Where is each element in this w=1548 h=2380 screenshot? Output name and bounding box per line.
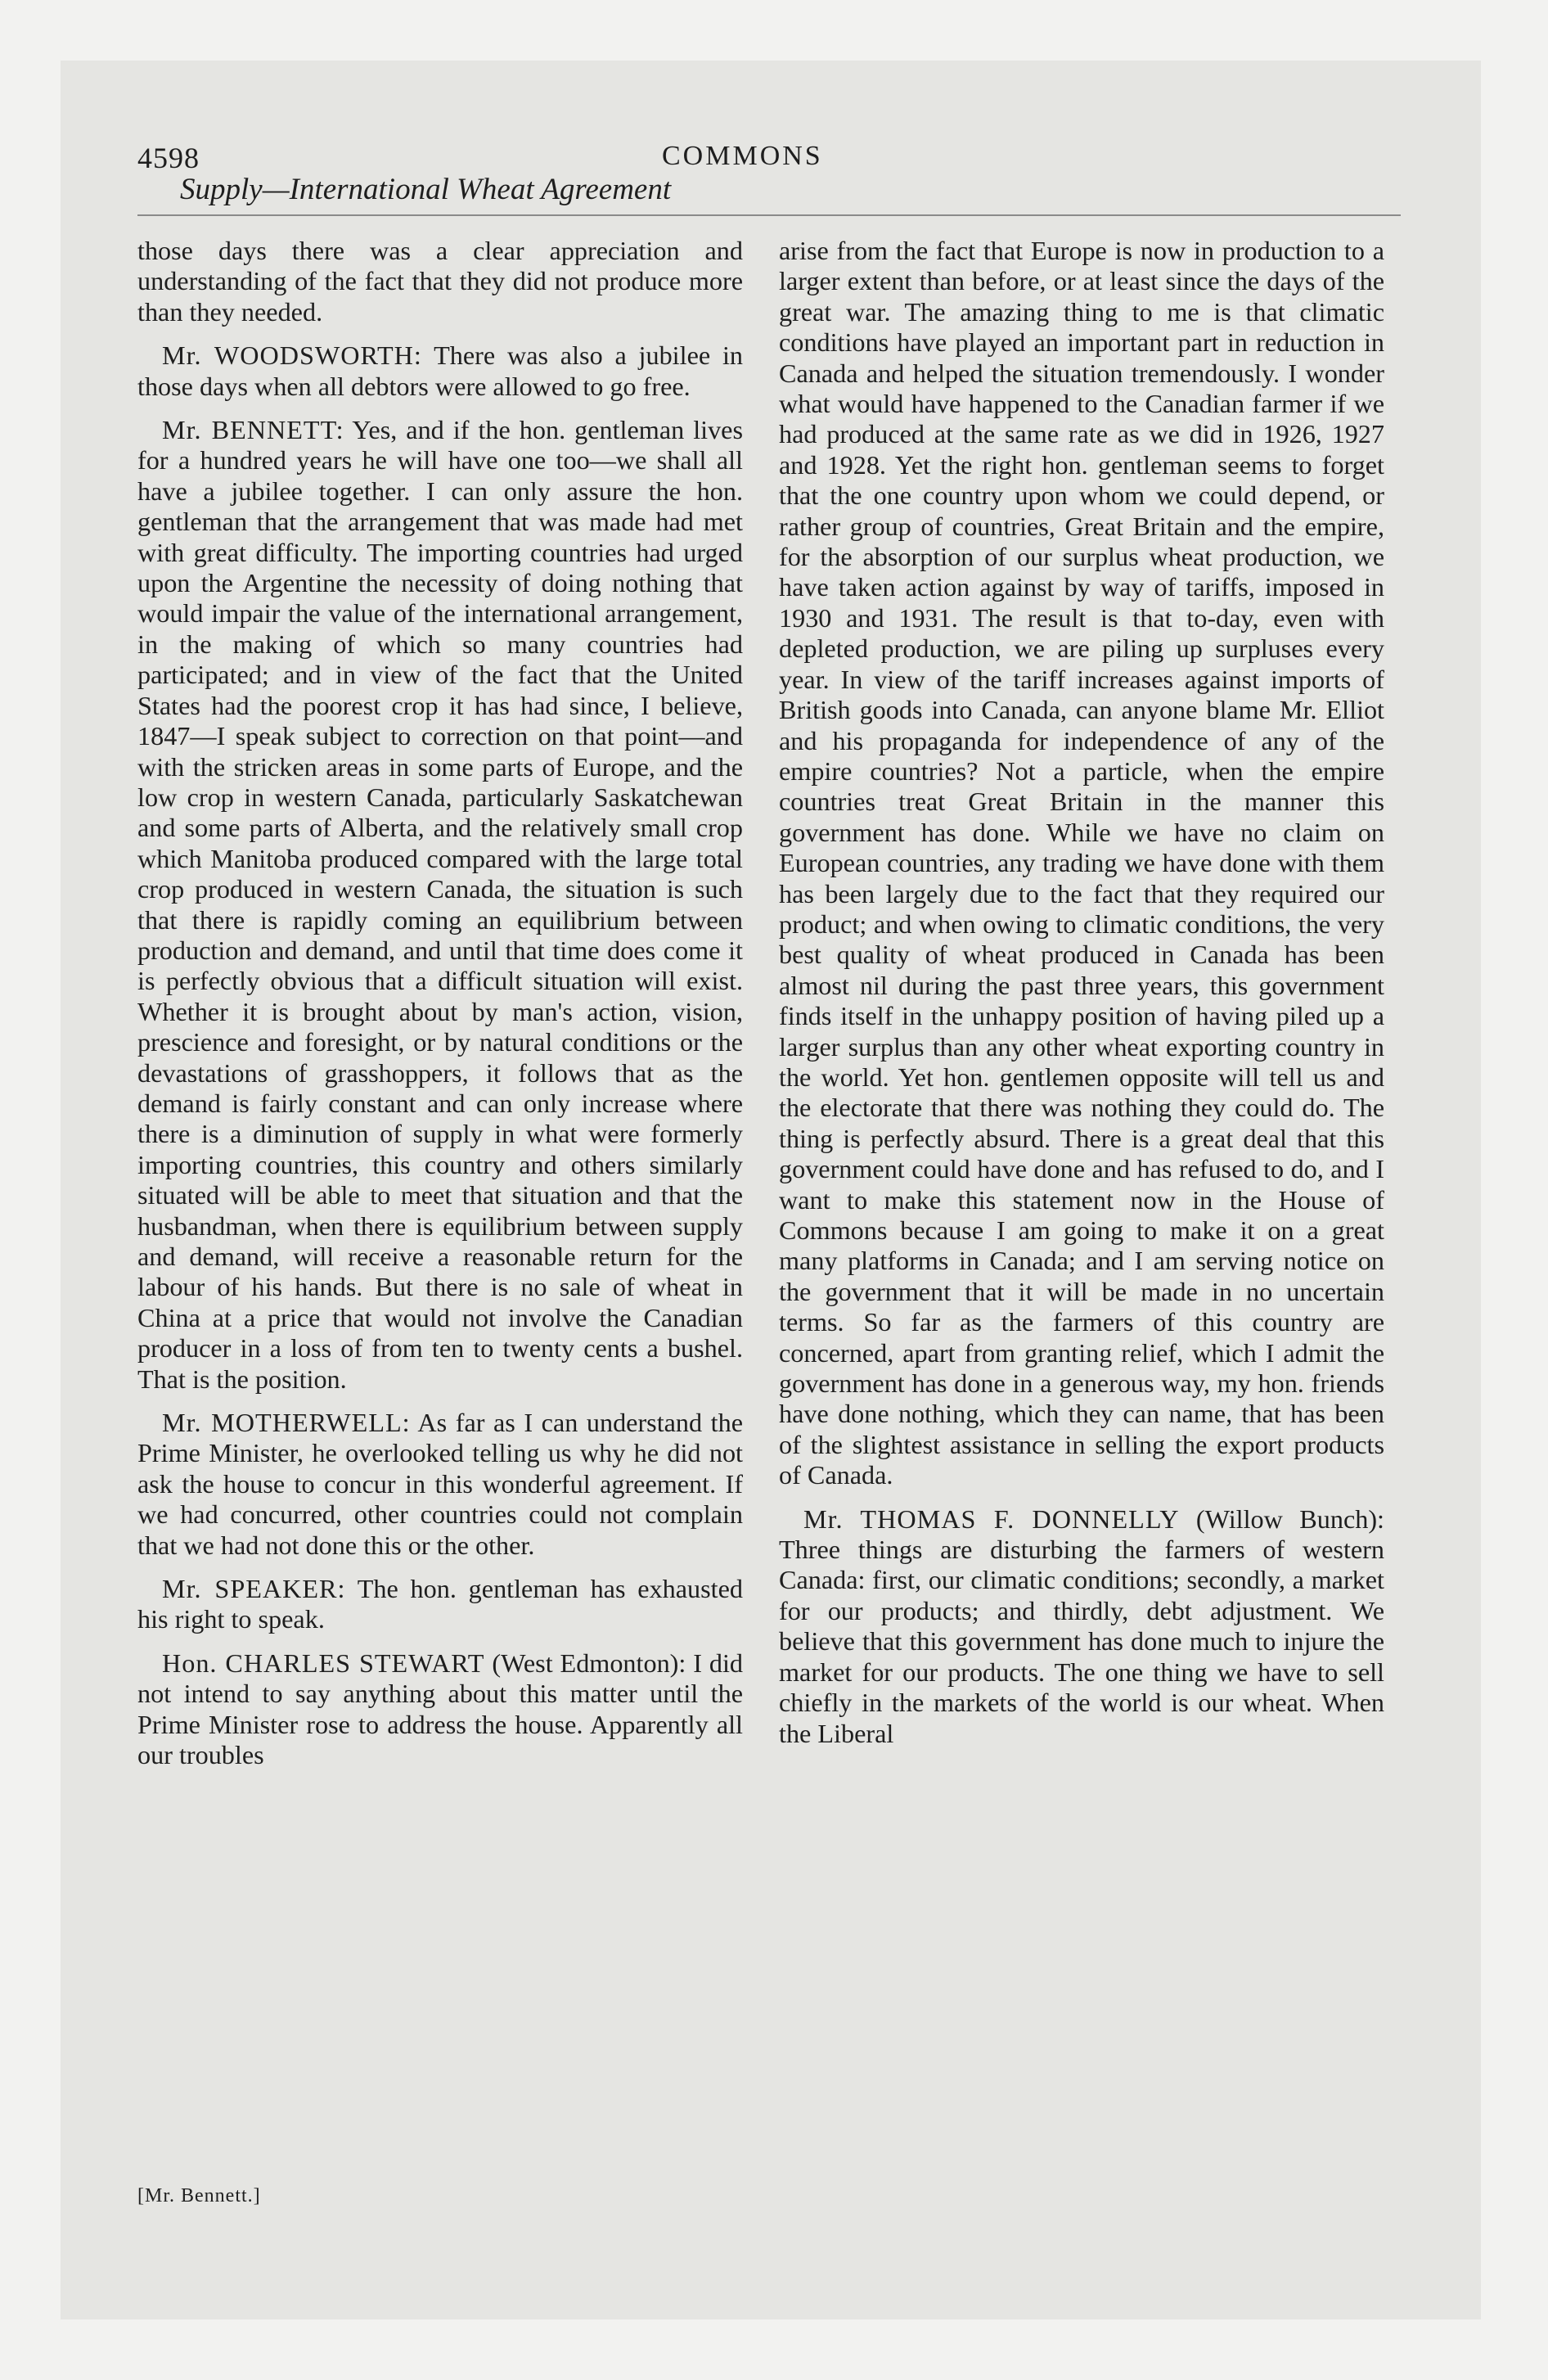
footer-attribution: [Mr. Bennett.]	[137, 2185, 261, 2206]
speech-paragraph	[137, 1574, 743, 1635]
section-title: Supply—International Wheat Agreement	[180, 173, 672, 206]
speaker-name: Hon. CHARLES STEWART	[162, 1648, 485, 1678]
speech-paragraph	[137, 340, 743, 402]
page-header	[137, 136, 1401, 210]
right-column	[779, 236, 1384, 1762]
page-number: 4598	[137, 142, 200, 174]
speaker-name: Mr. MOTHERWELL:	[162, 1408, 411, 1438]
speaker-name: Mr. WOODSWORTH:	[162, 340, 422, 371]
speech-text: those days there was a clear appreciation and understanding of the fact that they did not produce more than they needed.	[137, 236, 743, 327]
speaker-name: Mr. SPEAKER:	[162, 1574, 346, 1604]
speaker-name: Mr. BENNETT:	[162, 415, 344, 445]
speech-text: arise from the fact that Europe is now in production to a larger extent than before, or at least since the days of the great war. The amazing thing to me is that climatic conditions have played an important part in reduction in Canada and helped the situation tremendously. I wonder what would have happened to the Canadian farmer if we had produced at the same rate as we did in 1926, 1927 and 1928. Yet the right hon. gentleman seems to forget that the one country upon whom we could depend, or rather group of countries, Great Britain and the empire, for the absorption of our surplus wheat production, we have taken action against by way of tariffs, imposed in 1930 and 1931. The result is that to-day, even with depleted production, we are piling up surpluses every year. In view of the tariff increases against imports of British goods into Canada, can anyone blame Mr. Elliot and his propaganda for independence of any of the empire countries? Not a particle, when the empire countries treat Great Britain in the manner this government has done. While we have no claim on European countries, any trading we have done with them has been largely due to the fact that they required our product; and when owing to climatic conditions, the very best quality of wheat produced in Canada has been almost nil during the past three years, this government finds itself in the unhappy position of having piled up a larger surplus than any other wheat exporting country in the world. Yet hon. gentlemen opposite will tell us and the electorate that there was nothing they could do. The thing is perfectly absurd. There is a great deal that this government could have done and has refused to do, and I want to make this statement now in the House of Commons because I am going to make it on a great many platforms in Canada; and I am serving notice on the government that it will be made in no uncertain terms. So far as the farmers of this country are concerned, apart from granting relief, which I admit the government has done in a generous way, my hon. friends have done nothing, which they can name, that has been of the slightest assistance in selling the export products of Canada.	[779, 236, 1384, 1490]
speech-text: There was also a jubilee in those days when all debtors were allowed to go free.	[137, 340, 743, 401]
speech-text: The hon. gentleman has exhausted his right to speak.	[137, 1574, 743, 1634]
speech-text: As far as I can understand the Prime Minister, he overlooked telling us why he did not ask the house to concur in this wonderful agreement. If we had concurred, other countries could not complain that we had not done this or the other.	[137, 1408, 744, 1560]
header-rule	[137, 214, 1401, 216]
speech-paragraph	[137, 236, 743, 327]
speech-text: Yes, and if the hon. gentleman lives for a hundred years he will have one too—we shall all have a jubilee together. I can only assure the hon. gentleman that the arrangement that was made had met with great difficulty. The importing countries had urged upon the Argentine the necessity of doing nothing that would impair the value of the international arrangement, in the making of which so many countries had participated; and in view of the fact that the United States had the poorest crop it has had since, I believe, 1847—I speak subject to correction on that point—and with the stricken areas in some parts of Europe, and the low crop in western Canada, particularly Saskatchewan and some parts of Alberta, and the relatively small crop which Manitoba produced compared with the large total crop produced in western Canada, the situation is such that there is rapidly coming an equilibrium between production and demand, and until that time does come it is perfectly obvious that a difficult situation will exist. Whether it is brought about by man's action, vision, prescience and foresight, or by natural conditions or the devastations of grasshoppers, it follows that as the demand is fairly constant and can only increase where there is a diminution of supply in what were formerly importing countries, this country and others similarly situated will be able to meet that situation and that the husbandman, when there is equilibrium between supply and demand, will receive a reasonable return for the labour of his hands. But there is no sale of wheat in China at a price that would not involve the Canadian producer in a loss of from ten to twenty cents a bushel. That is the position.	[137, 415, 743, 1394]
speech-text: (Willow Bunch): Three things are disturbing the farmers of western Canada: first, our climatic conditions; secondly, a market for our products; and thirdly, debt adjustment. We believe that this government has done much to injure the market for our products. The one thing we have to sell chiefly in the markets of the world is our wheat. When the Liberal	[779, 1503, 1384, 1748]
speech-paragraph	[137, 1408, 743, 1561]
speech-paragraph	[779, 1504, 1384, 1749]
running-head: COMMONS	[662, 141, 823, 171]
left-column	[137, 236, 743, 1784]
speech-paragraph	[137, 1648, 743, 1771]
speech-paragraph	[779, 236, 1384, 1491]
speaker-name: Mr. THOMAS F. DONNELLY	[803, 1503, 1180, 1534]
speech-text: (West Edmonton): I did not intend to say anything about this matter until the Prime Minister rose to address the house. Apparently all our troubles	[137, 1648, 743, 1770]
speech-paragraph	[137, 415, 743, 1395]
